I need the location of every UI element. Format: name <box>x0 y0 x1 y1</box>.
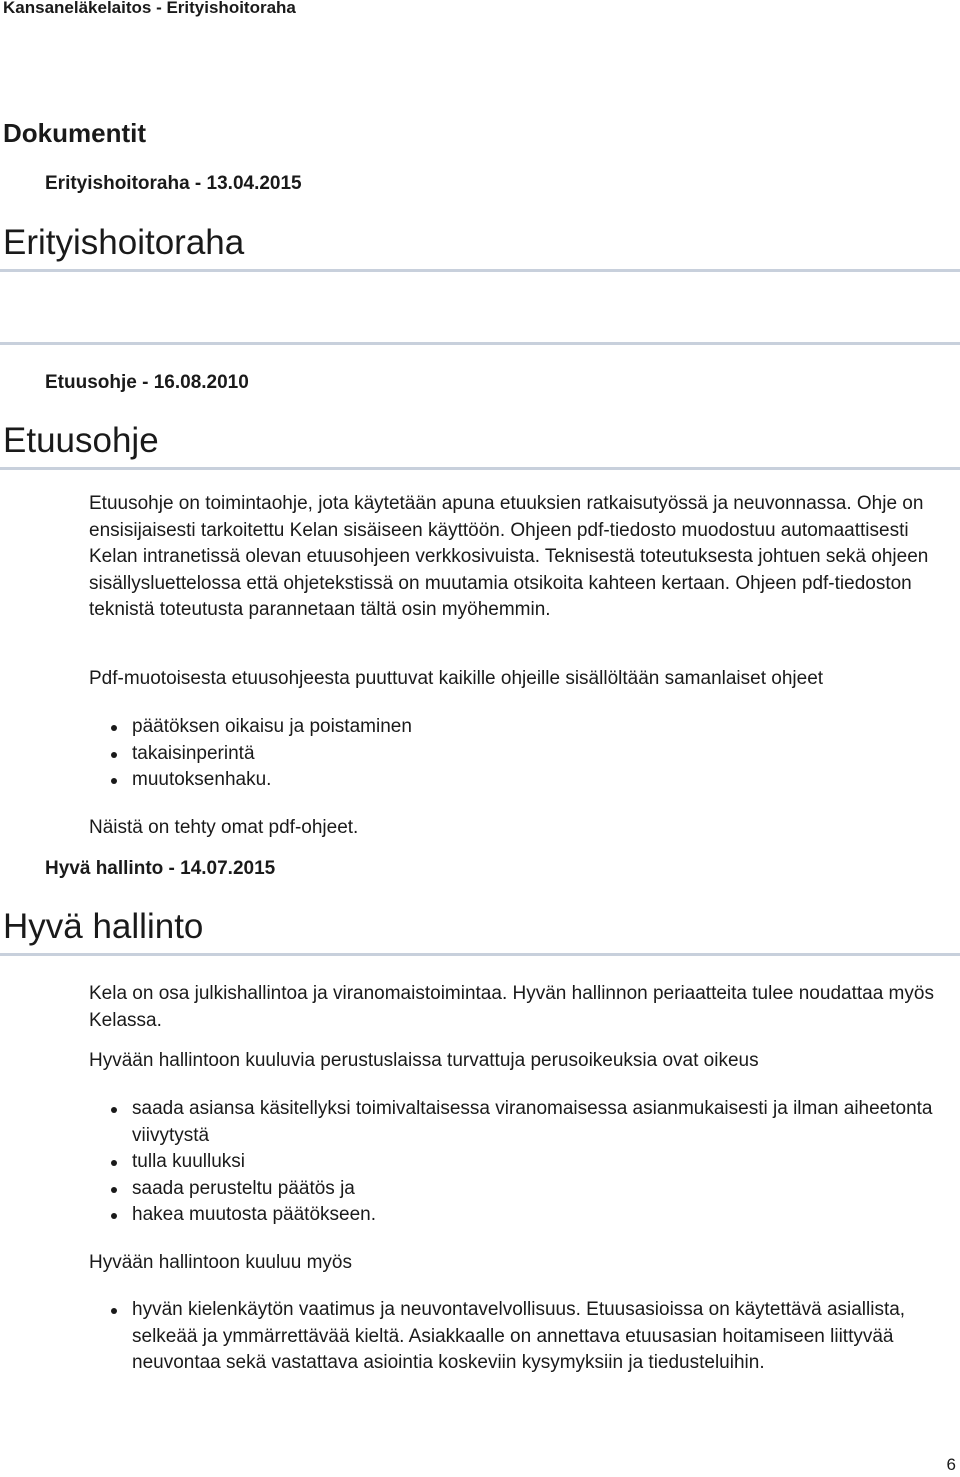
section-subheading-erityishoitoraha: Erityishoitoraha - 13.04.2015 <box>45 173 302 194</box>
list-item: hyvän kielenkäytön vaatimus ja neuvontavelvollisuus. Etuusasioissa on käytettävä asiallista, selkeää ja ymmärrettävää kieltä. Asiakkaalle on annettava etuusasian hoitamiseen liittyvää neuvontaa sekä vastattava asiointia koskeviin kysymyksiin ja tiedusteluihin. <box>108 1297 928 1377</box>
list-hyva-hallinto-rights <box>108 1096 948 1229</box>
bullet-icon <box>111 1107 117 1113</box>
paragraph-etuusohje-closing: Näistä on tehty omat pdf-ohjeet. <box>89 817 359 838</box>
paragraph-etuusohje-intro: Etuusohje on toimintaohje, jota käytetään apuna etuuksien ratkaisutyössä ja neuvonnassa. Ohje on ensisijaisesti tarkoitettu Kelan sisäiseen käyttöön. Ohjeen pdf-tiedosto muodostuu automaattisesti Kelan intranetissä olevan etuusohjeen verkkosivuista. Teknisestä toteutuksesta johtuen sekä ohjeen sisällysluettelossa että ohjetekstissä on muutamia otsikoita kahteen kertaan. Ohjeen pdf-tiedoston teknistä toteutusta parannetaan tältä osin myöhemmin. <box>89 493 929 620</box>
bullet-icon <box>111 1160 117 1166</box>
section-subheading-hyva-hallinto: Hyvä hallinto - 14.07.2015 <box>45 858 276 879</box>
section-divider <box>0 953 960 956</box>
section-divider <box>0 269 960 272</box>
section-title-hyva-hallinto: Hyvä hallinto <box>3 907 204 946</box>
paragraph-hyva-hallinto-also: Hyvään hallintoon kuuluu myös <box>89 1252 352 1273</box>
page-number: 6 <box>946 1455 956 1474</box>
paragraph-hyva-hallinto-rights: Hyvään hallintoon kuuluvia perustuslaissa turvattuja perusoikeuksia ovat oikeus <box>89 1050 759 1071</box>
paragraph-etuusohje-missing: Pdf-muotoisesta etuusohjeesta puuttuvat kaikille ohjeille sisällöltään samanlaiset ohjeet <box>89 668 824 689</box>
list-item: saada asiansa käsitellyksi toimivaltaisessa viranomaisessa asianmukaisesti ja ilman aiheetonta viivytystä <box>108 1096 948 1149</box>
list-item: takaisinperintä <box>108 741 412 768</box>
documents-heading: Dokumentit <box>3 118 146 148</box>
list-item: päätöksen oikaisu ja poistaminen <box>108 714 412 741</box>
section-divider <box>0 467 960 470</box>
list-item: saada perusteltu päätös ja <box>108 1176 948 1203</box>
section-divider <box>0 342 960 345</box>
list-item: hakea muutosta päätökseen. <box>108 1202 948 1229</box>
list-item: muutoksenhaku. <box>108 767 412 794</box>
list-etuusohje <box>108 714 412 794</box>
list-item: tulla kuulluksi <box>108 1149 948 1176</box>
bullet-icon <box>111 725 117 731</box>
bullet-icon <box>111 752 117 758</box>
bullet-icon <box>111 1187 117 1193</box>
section-title-erityishoitoraha: Erityishoitoraha <box>3 223 245 262</box>
bullet-icon <box>111 1308 117 1314</box>
bullet-icon <box>111 778 117 784</box>
paragraph-hyva-hallinto-intro: Kela on osa julkishallintoa ja viranomaistoimintaa. Hyvän hallinnon periaatteita tulee noudattaa myös Kelassa. <box>89 983 934 1031</box>
section-subheading-etuusohje: Etuusohje - 16.08.2010 <box>45 372 249 393</box>
list-hyva-hallinto-also <box>108 1297 928 1377</box>
section-title-etuusohje: Etuusohje <box>3 421 159 460</box>
page-header-title: Kansaneläkelaitos - Erityishoitoraha <box>3 0 296 17</box>
bullet-icon <box>111 1213 117 1219</box>
